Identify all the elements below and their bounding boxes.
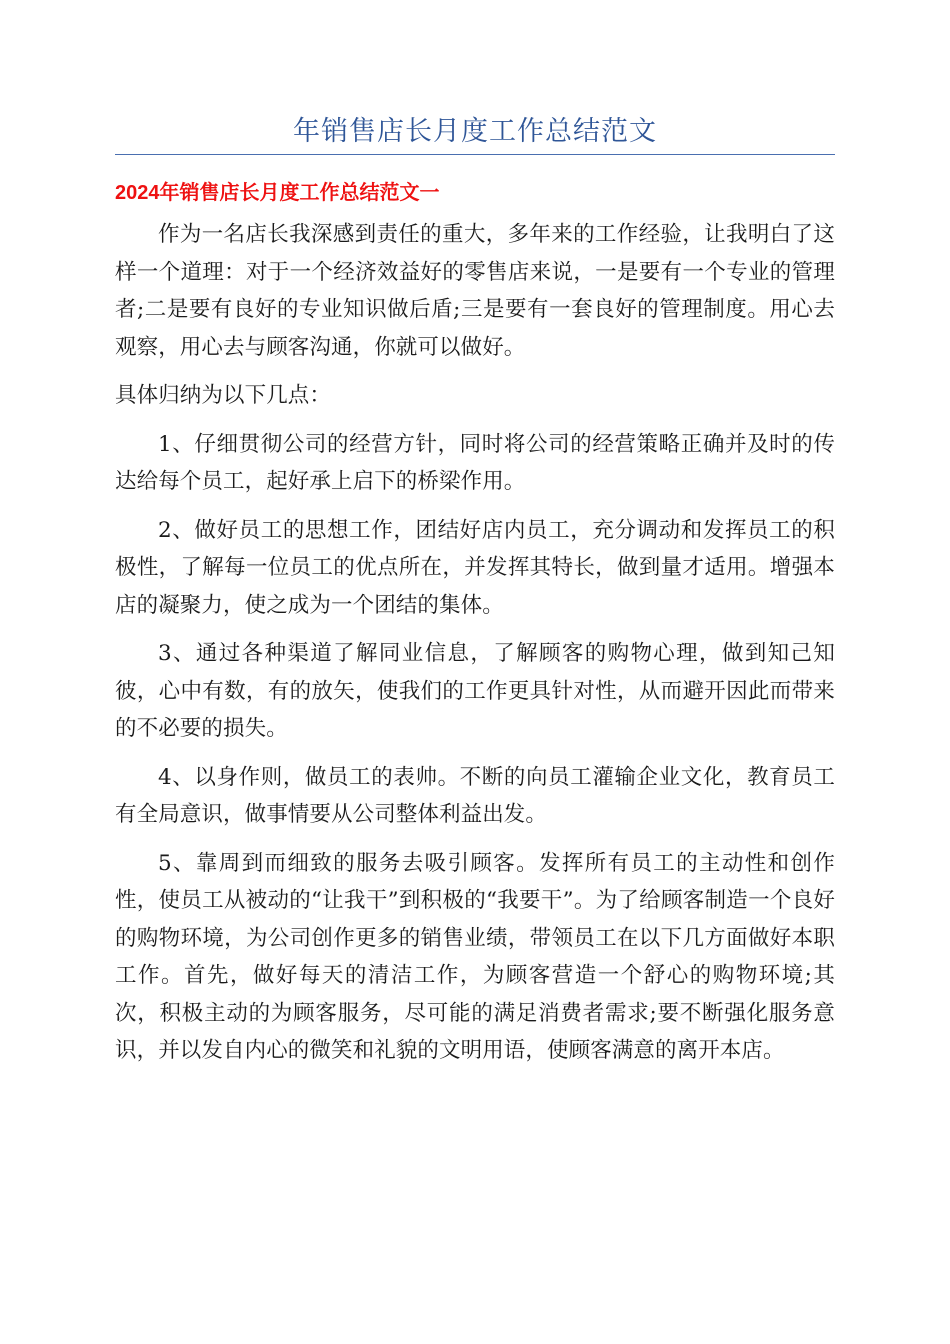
document-title: 年销售店长月度工作总结范文 [293,116,657,147]
point-1-paragraph: 1、仔细贯彻公司的经营方针，同时将公司的经营策略正确并及时的传达给每个员工，起好承上启下的桥梁作用。 [115,431,835,494]
summary-lead-paragraph: 具体归纳为以下几点： [115,383,332,408]
document-body [115,216,835,1081]
point-5-paragraph: 5、靠周到而细致的服务去吸引顾客。发挥所有员工的主动性和创作性，使员工从被动的“让我干”到积极的“我要干”。为了给顾客制造一个良好的购物环境，为公司创作更多的销售业绩，带领员工在以下几方面做好本职工作。首先，做好每天的清洁工作，为顾客营造一个舒心的购物环境;其次，积极主动的为顾客服务，尽可能的满足消费者需求;要不断强化服务意识，并以发自内心的微笑和礼貌的文明用语，使顾客满意的离开本店。 [115,850,835,1063]
title-underline [115,154,835,155]
point-4-paragraph: 4、以身作则，做员工的表帅。不断的向员工灌输企业文化，教育员工有全局意识，做事情要从公司整体利益出发。 [115,764,835,827]
section-heading: 2024年销售店长月度工作总结范文一 [115,182,440,204]
point-3-paragraph: 3、通过各种渠道了解同业信息，了解顾客的购物心理，做到知己知彼，心中有数，有的放矢，使我们的工作更具针对性，从而避开因此而带来的不必要的损失。 [115,641,835,741]
intro-paragraph: 作为一名店长我深感到责任的重大，多年来的工作经验，让我明白了这样一个道理：对于一个经济效益好的零售店来说，一是要有一个专业的管理者;二是要有良好的专业知识做后盾;三是要有一套良好的管理制度。用心去观察，用心去与顾客沟通，你就可以做好。 [115,222,835,360]
point-2-paragraph: 2、做好员工的思想工作，团结好店内员工，充分调动和发挥员工的积极性，了解每一位员工的优点所在，并发挥其特长，做到量才适用。增强本店的凝聚力，使之成为一个团结的集体。 [115,517,835,618]
